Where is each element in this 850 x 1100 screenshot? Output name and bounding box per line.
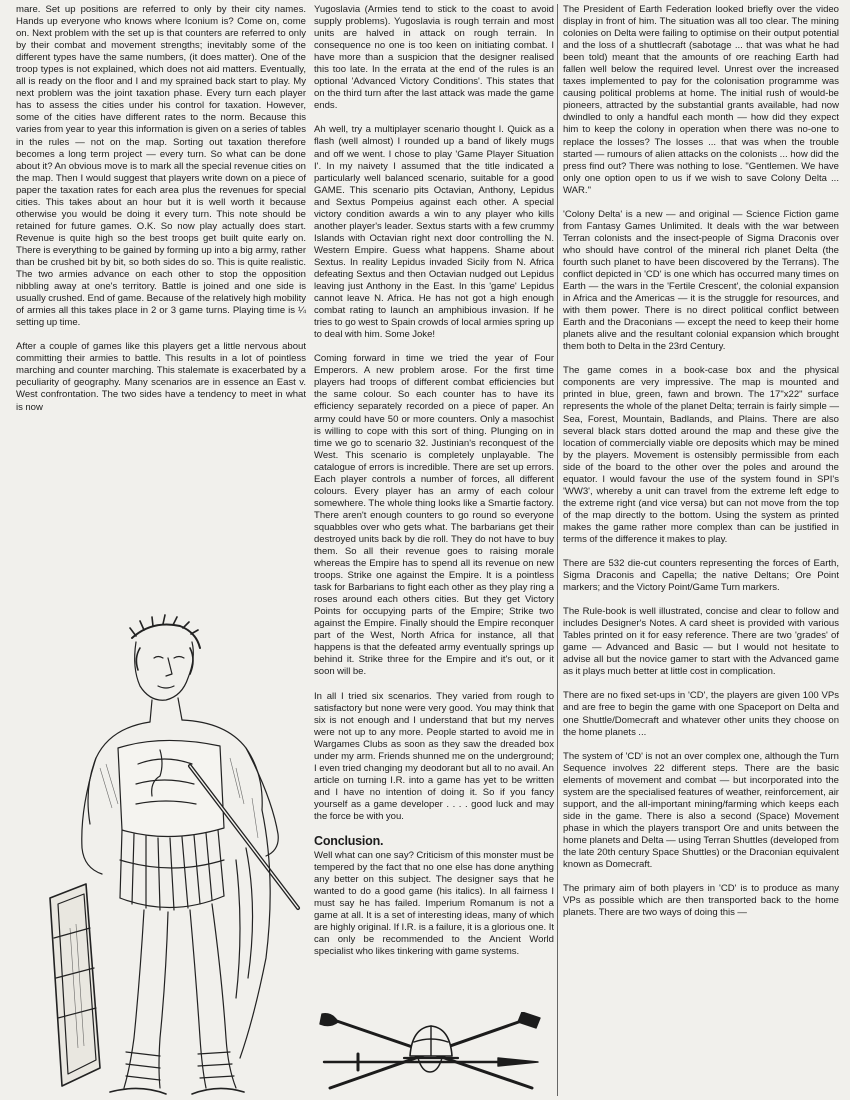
paragraph: There are no fixed set-ups in 'CD', the players are given 100 VPs and are free to begin the game with one Spaceport on Delta and one Shuttle/Domecraft and whatever other units they choose on the home planets ...: [563, 690, 839, 738]
paragraph: Coming forward in time we tried the year of Four Emperors. A new problem arose. For the first time players had troops of different combat efficiencies but the same colour. So each counter has to have its efficiency separately recorded on a piece of paper. An army could have 50 or more counters. Only a masochist is willing to cope with this sort of thing. Plunging on in time we go to scenario 32. Justinian's reconquest of the West. This scenario is completely unplayable. The catalogue of errors is incredible. There are set up errors. Each player controls a number of forces, all different colours. Every player has an army of each colour somewhere. The whole thing looks like a Smartie factory. There aren't enough counters to go round so everyone squabbles over who gets what. The barbarians get their destroyed units back by die roll. They do not have to buy them. So all their revenue goes to raising morale whereas the Empire has to spend all its revenue on new troops. Strike one against the Empire. It is a pointless task for Barbarians to fight each other as they play ring a roses around each others cities. But they get Victory Points for occupying parts of the Empire; Strike two against the Empire. Finally should the Empire reconquer part of the West, North Africa for instance, all that happens is that the defeated army eventually springs up behind it. Strike three for the Empire and it's out, or it soon will be.: [314, 353, 554, 678]
article-column-left: [16, 4, 306, 426]
paragraph: Ah well, try a multiplayer scenario thought I. Quick as a flash (well almost) I rounded up a band of likely mugs and off we went. I chose to play 'Game Player Situation I'. In my naivety I assumed that the title indicated a particularly well balanced scenario, suitable for a good GAME. This scenario pits Octavian, Anthony, Lepidus and Sextus Pompeius against each other. A special victory condition awards a win to any player who kills another player's leader. Sextus starts with a few crummy Islands with Octavian right next door controlling the N. Western Empire. Guess what happens. Shame about Sextus. In reality Lepidus invaded Sicily from N. Africa defeating Sextus and then Octavian nudged out Lepidus leaving just Anthony in the East. In this 'game' Lepidus cannot leave N. Africa. He has not got a high enough combat rating to launch an amphibious invasion. If he tries to go west to Spain crowds of local armies spring up to deal with him. Some Joke!: [314, 124, 554, 341]
paragraph: Well what can one say? Criticism of this monster must be tempered by the fact that no one else has done anything any better on this subject. The designer says that he wanted to do a good game (his italics). In all fairness I must say he has failed. Imperium Romanum is not a game at all. It is a set of interesting ideas, many of which are highly original. If I.R. is a failure, it is a glorious one. It can only be recommended to the Ancient World specialist who likes tinkering with game systems.: [314, 850, 554, 958]
paragraph: In all I tried six scenarios. They varied from rough to satisfactory but none were very good. You may think that six is not enough and I understand that but my nerves were not up to any more. People started to avoid me in Wargames Clubs as soon as they saw the dreaded box under my arm. Friends shunned me on the underground; I even tried changing my deodorant but all to no avail. An article on turning I.R. into a game has yet to be written and I have no intention of doing it. So if you fancy yourself as a game developer . . . . good luck and may the force be with you.: [314, 690, 554, 822]
paragraph: The system of 'CD' is not an over complex one, although the Turn Sequence involves 22 different steps. There are the basic elements of movement and combat — but incorporated into the system are the specialised features of weather, reinforcement, air support, and the all-important mining/farming which keeps each side in the game. There is also a second (Space) Movement phase in which the players transport Ore and units between the home planets and Delta — using Terran Shuttles (developed from the late 20th century Space Shuttles) or the Draconian equivalent known as Domecraft.: [563, 750, 839, 871]
paragraph: 'Colony Delta' is a new — and original — Science Fiction game from Fantasy Games Unlimited. It deals with the war between Terran colonists and the insect-people of Sigma Draconis over who should have control of the mineral rich planet Delta (the fourth such planet to have been discovered by the Terrans). The conflict depicted in 'CD' is one which has occurred many times on Earth — the wars in the 'Fertile Crescent', the colonial expansion in Africa and the Americas — it is the struggle for resources, and with them power. There is no direct political conflict between Earth and the Draconians — except the need to keep their home planets alive and the resultant colonial expansion which brought them both to Delta in the 23rd Century.: [563, 208, 839, 353]
paragraph: After a couple of games like this players get a little nervous about committing their armies to battle. This results in a lot of pointless marching and counter marching. This stalemate is exacerbated by a peculiarity of geography. Many scenarios are in essence an East v. West confrontation. The two sides have a tendency to meet in what is now: [16, 341, 306, 413]
column-divider: [557, 4, 558, 1096]
paragraph: mare. Set up positions are referred to only by their city names. Hands up everyone who knows where Iconium is? Come on, come on. Next problem with the set up is that counters are referred to only by their combat and movement strengths; inevitably some of the different types have the same numbers, (it does matter). One of the troop types is not explained, which does not aid matters. Eventually, all is ready on the floor and I and my sprained back start to play. My next problem was the joint taxation phase. Every turn each player has to assess the cities under his control for taxation. However, some of the cities have different rates to the norm. Because this varies from year to year this information is given on a series of tables in the rules — not on the map. Sorting out taxation therefore becomes a long term project — every turn. So what can be done about it? An obvious move is to mark all the special revenue cities on the map. Then I would suggest that players write down on a piece of paper the taxation rates for each area plus the revenues for special cities. This takes about an hour but it is well worth it because otherwise you would be doing it every turn. This note should be retained for future games. O.K. So now play actually does start. Revenue is quite high so the best troops get built quite early on. There is everything to be gained by forming up into a big army, rather than be crushed bit by bit, so both sides do so. This is quite realistic. The two armies advance on each other to stop the opposition nibbling away at one's territory. Battle is joined and one side is usually crushed. End of game. Because of the relatively high mobility of armies all this takes place in 2 or 3 game turns. Playing time is ¼ setting up time.: [16, 4, 306, 329]
conclusion-heading: Conclusion.: [314, 834, 384, 849]
article-column-right: [563, 4, 839, 931]
paragraph: The game comes in a book-case box and the physical components are very impressive. The map is mounted and printed in blue, green, fawn and brown. The 17"x22" surface represents the whole of the planet Delta; terrain is fairly simple — Sea, Forest, Mountain, Badlands, and Plains. There are also several black stars dotted around the map and these give the location of commercially viable ore deposits which may be mined by the players. Movement is ostensibly permissible from each side of the board to the other over the poles and around the equator. I would favour the use of the system found in SPI's 'WW3', whereby a unit can travel from the extreme left edge to the extreme right (and vice versa) but can not move from the top of the map directly to the bottom. Using the system as printed makes the game rather more complex than can be justified in terms of the difference it makes to play.: [563, 365, 839, 545]
paragraph: The Rule-book is well illustrated, concise and clear to follow and includes Designer's Notes. A card sheet is provided with various Tables printed on it for easy reference. There are two 'grades' of game — Advanced and Basic — but I would not hesitate to advise all but the novice gamer to start with the Advanced game as it plays much better at little cost in complication.: [563, 606, 839, 678]
article-column-middle: [314, 4, 554, 971]
paragraph: The President of Earth Federation looked briefly over the video display in front of him. The situation was all too clear. The mining colonies on Delta were failing to optimise on their output potential and the loss of a shuttlecraft (sabotage ... that was what he had been told) meant that the amounts of ore reaching Earth had fallen well below the required level. Unrest over the increased taxes implemented to pay for the colonisation programme was causing political problems at home. The initial rush of would-be pioneers, attracted by the substantial grants available, had now dwindled to only a handful each month — how did they expect him to keep the colony in operation when there was no-one to replace the losses? The losses ... that was when the trouble started — rumours of alien attacks on the colonists ... how did the press find out? There was nothing to lose. "Gentlemen. We have only one option open to us if we wish to save Colony Delta ... WAR.": [563, 4, 839, 196]
roman-emperor-illustration: [40, 598, 302, 1098]
crossed-weapons-helmet-illustration: [318, 1012, 544, 1096]
paragraph: The primary aim of both players in 'CD' is to produce as many VPs as possible which are then transported back to the home planets. There are two ways of doing this —: [563, 883, 839, 919]
paragraph: There are 532 die-cut counters representing the forces of Earth, Sigma Draconis and Capella; the native Deltans; Ore Point markers; and the Victory Point/Game Turn markers.: [563, 558, 839, 594]
paragraph: Yugoslavia (Armies tend to stick to the coast to avoid supply problems). Yugoslavia is rough terrain and most units are halved in attack on rough terrain. In consequence no one is too keen on initiating combat. I have more than a suspicion that the designer realised this too late. In the errata at the end of the rules is an optional 'Advanced Victory Conditions'. This states that on the third turn after the last attack was made the game ends.: [314, 4, 554, 112]
